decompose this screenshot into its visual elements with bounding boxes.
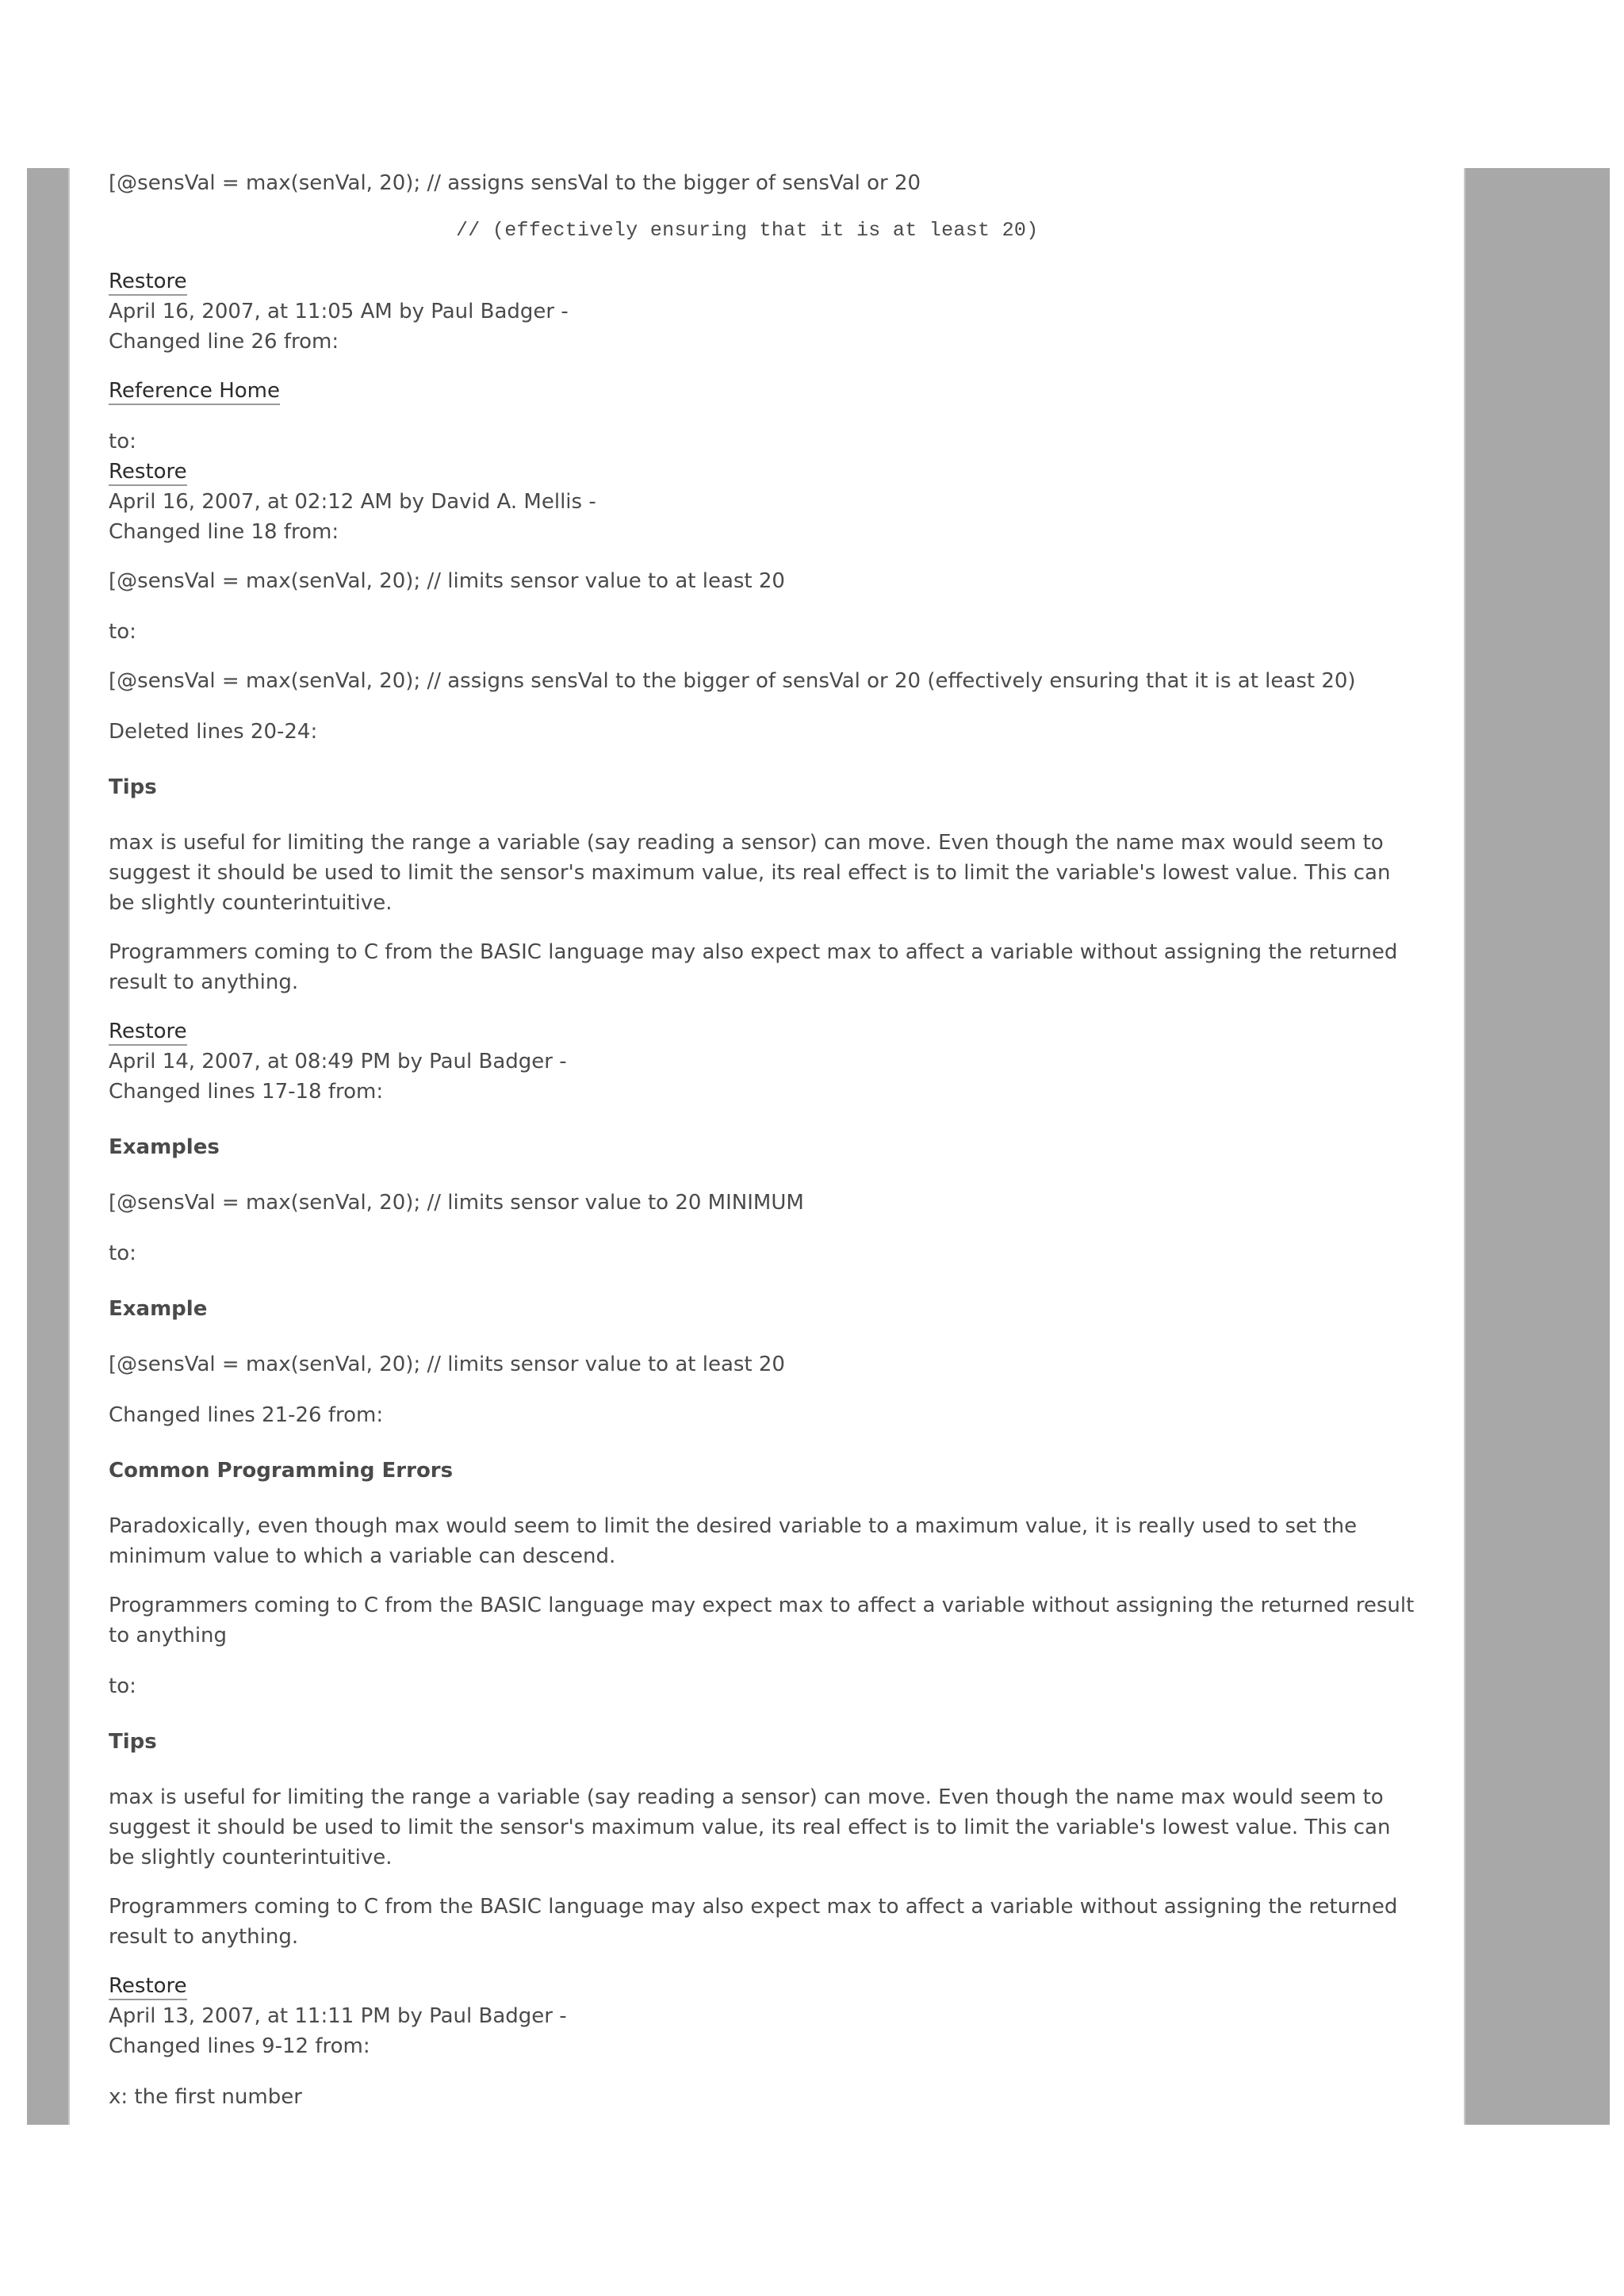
restore-link[interactable]: Restore [109,270,187,296]
left-margin-bar [27,168,70,2125]
code-comment-top: // (effectively ensuring that it is at least 20) [456,219,1039,242]
revision-meta: April 13, 2007, at 11:11 PM by Paul Badger - [109,2004,567,2028]
code-from: [@sensVal = max(senVal, 20); // limits sensor value to 20 MINIMUM [109,1191,804,1215]
tips-paragraph: max is useful for limiting the range a variable (say reading a sensor) can move. Even though the name max would seem to suggest it should be used to limit the sensor's maximum value, its real effect is to limit the variable's lowest value. This can be slightly counterintuitive. [109,1785,1391,1869]
to-label: to: [109,1674,136,1698]
errors-paragraph: Programmers coming to C from the BASIC language may expect max to affect a variable without assigning the returned result to anything [109,1594,1415,1647]
code-to: [@sensVal = max(senVal, 20); // limits sensor value to at least 20 [109,1353,785,1376]
errors-heading: Common Programming Errors [109,1459,454,1483]
revision-change: Changed line 18 from: [109,520,339,544]
revision-change: Changed line 26 from: [109,330,339,354]
restore-link[interactable]: Restore [109,460,187,486]
tips-heading: Tips [109,1730,157,1754]
tips-paragraph: Programmers coming to C from the BASIC language may also expect max to affect a variable without assigning the returned result to anything. [109,1895,1398,1949]
deleted-lines: Deleted lines 20-24: [109,720,318,744]
errors-paragraph: Paradoxically, even though max would seem to limit the desired variable to a maximum value, it is really used to set the minimum value to which a variable can descend. [109,1514,1358,1568]
code-line-top: [@sensVal = max(senVal, 20); // assigns sensVal to the bigger of sensVal or 20 [109,171,921,195]
restore-link[interactable]: Restore [109,1974,187,2000]
tips-heading: Tips [109,775,157,799]
tips-paragraph: max is useful for limiting the range a variable (say reading a sensor) can move. Even though the name max would seem to suggest it should be used to limit the sensor's maximum value, its real effect is to limit the variable's lowest value. This can be slightly counterintuitive. [109,831,1391,915]
code-from: [@sensVal = max(senVal, 20); // limits sensor value to at least 20 [109,569,785,593]
examples-heading: Examples [109,1135,220,1159]
to-label: to: [109,620,136,644]
reference-home-link[interactable]: Reference Home [109,379,280,405]
tips-paragraph: Programmers coming to C from the BASIC language may also expect max to affect a variable without assigning the returned result to anything. [109,940,1398,994]
param-x: x: the first number [109,2085,302,2109]
revision-meta: April 16, 2007, at 02:12 AM by David A. Mellis - [109,490,596,514]
restore-link[interactable]: Restore [109,1020,187,1046]
revision-meta: April 16, 2007, at 11:05 AM by Paul Badger - [109,300,569,323]
revision-change: Changed lines 9-12 from: [109,2034,370,2058]
revision-change: Changed lines 17-18 from: [109,1080,384,1104]
revision-change: Changed lines 21-26 from: [109,1403,384,1427]
to-label: to: [109,1242,136,1265]
to-label: to: [109,430,136,453]
example-heading: Example [109,1297,208,1321]
revision-meta: April 14, 2007, at 08:49 PM by Paul Badger - [109,1050,567,1073]
right-margin-bar [1464,168,1610,2125]
code-to: [@sensVal = max(senVal, 20); // assigns sensVal to the bigger of sensVal or 20 (effectively ensuring that it is at least 20) [109,669,1356,693]
